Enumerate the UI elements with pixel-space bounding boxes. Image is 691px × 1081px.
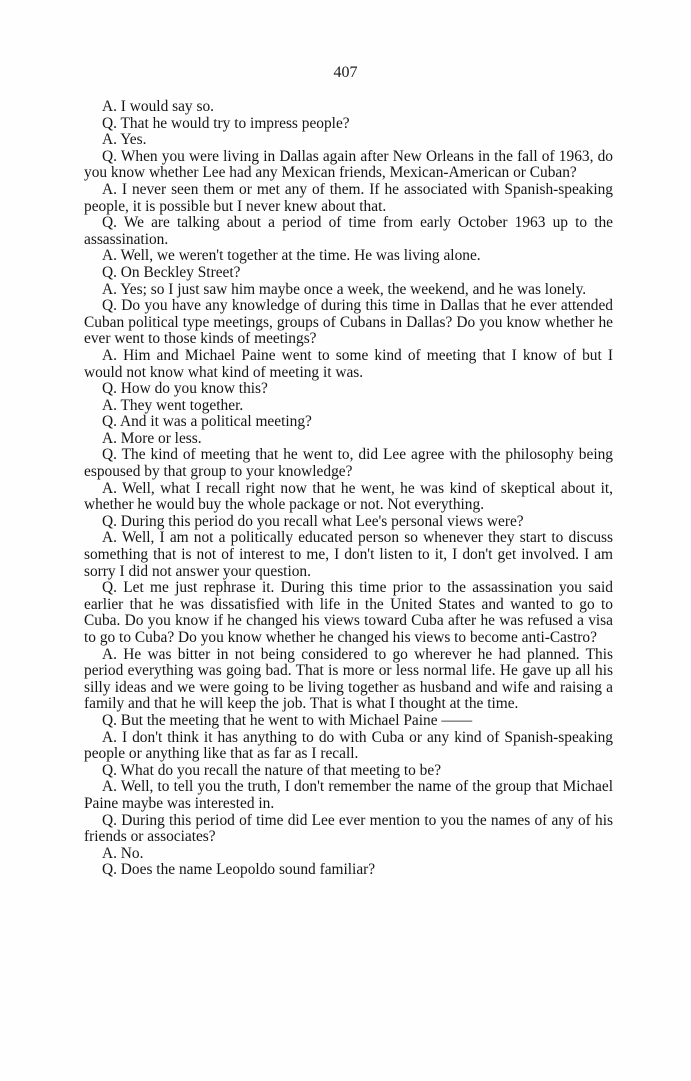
transcript-paragraph: A. He was bitter in not being considered to go wherever he had planned. This period everything was going bad. That is more or less normal life. He gave up all his silly ideas and we were going to be living together as husband and wife and raising a family and that he will keep the job. That is what I thought at the time. [84, 645, 613, 713]
transcript-paragraph: A. Well, I am not a politically educated person so whenever they start to discuss something that is not of interest to me, I don't listen to it, I don't get involved. I am sorry I did not answer your question. [84, 529, 613, 580]
transcript-body [84, 99, 613, 879]
transcript-paragraph: A. Him and Michael Paine went to some kind of meeting that I know of but I would not know what kind of meeting it was. [84, 346, 613, 381]
transcript-paragraph: A. They went together. [102, 396, 244, 414]
transcript-paragraph: Q. But the meeting that he went to with Michael Paine —— [102, 711, 473, 729]
transcript-paragraph: A. Well, we weren't together at the time. He was living alone. [102, 247, 481, 265]
transcript-paragraph: A. I never seen them or met any of them. If he associated with Spanish-speaking people, it is possible but I never knew about that. [84, 180, 613, 215]
transcript-paragraph: A. No. [102, 844, 144, 862]
transcript-paragraph: Q. Let me just rephrase it. During this time prior to the assassination you said earlier that he was dissatisfied with life in the United States and wanted to go to Cuba. Do you know if he changed his views toward Cuba after he was refused a visa to go to Cuba? Do you know whether he changed his views to become anti-Castro? [84, 579, 613, 646]
transcript-paragraph: Q. The kind of meeting that he went to, did Lee agree with the philosophy being espoused by that group to your knowledge? [84, 446, 613, 481]
transcript-paragraph: A. I don't think it has anything to do with Cuba or any kind of Spanish-speaking people or anything like that as far as I recall. [84, 728, 613, 763]
transcript-paragraph: Q. During this period of time did Lee ever mention to you the names of any of his friends or associates? [84, 811, 613, 846]
transcript-paragraph: Q. When you were living in Dallas again after New Orleans in the fall of 1963, do you know whether Lee had any Mexican friends, Mexican-American or Cuban? [84, 147, 613, 182]
transcript-paragraph: A. Well, to tell you the truth, I don't remember the name of the group that Michael Paine maybe was interested in. [84, 778, 613, 812]
transcript-paragraph: Q. On Beckley Street? [102, 263, 241, 281]
transcript-paragraph: Q. And it was a political meeting? [102, 413, 312, 431]
transcript-paragraph: Q. Do you have any knowledge of during this time in Dallas that he ever attended Cuban political type meetings, groups of Cubans in Dallas? Do you know whether he ever went to those kinds of meetings? [84, 297, 613, 348]
transcript-paragraph: Q. What do you recall the nature of that meeting to be? [102, 761, 442, 779]
page-number: 407 [333, 64, 358, 81]
transcript-paragraph: Q. Does the name Leopoldo sound familiar? [102, 861, 376, 879]
transcript-paragraph: A. Yes. [102, 131, 147, 149]
transcript-paragraph: Q. How do you know this? [102, 380, 268, 398]
transcript-paragraph: Q. During this period do you recall what Lee's personal views were? [102, 512, 524, 530]
transcript-paragraph: A. Yes; so I just saw him maybe once a week, the weekend, and he was lonely. [102, 280, 587, 298]
transcript-paragraph: A. Well, what I recall right now that he went, he was kind of skeptical about it, whether he would buy the whole package or not. Not everything. [84, 479, 613, 514]
transcript-paragraph: Q. We are talking about a period of time from early October 1963 up to the assassination. [84, 214, 613, 248]
transcript-paragraph: A. More or less. [102, 429, 202, 447]
transcript-paragraph: Q. That he would try to impress people? [102, 114, 350, 132]
transcript-paragraph: A. I would say so. [102, 98, 215, 115]
